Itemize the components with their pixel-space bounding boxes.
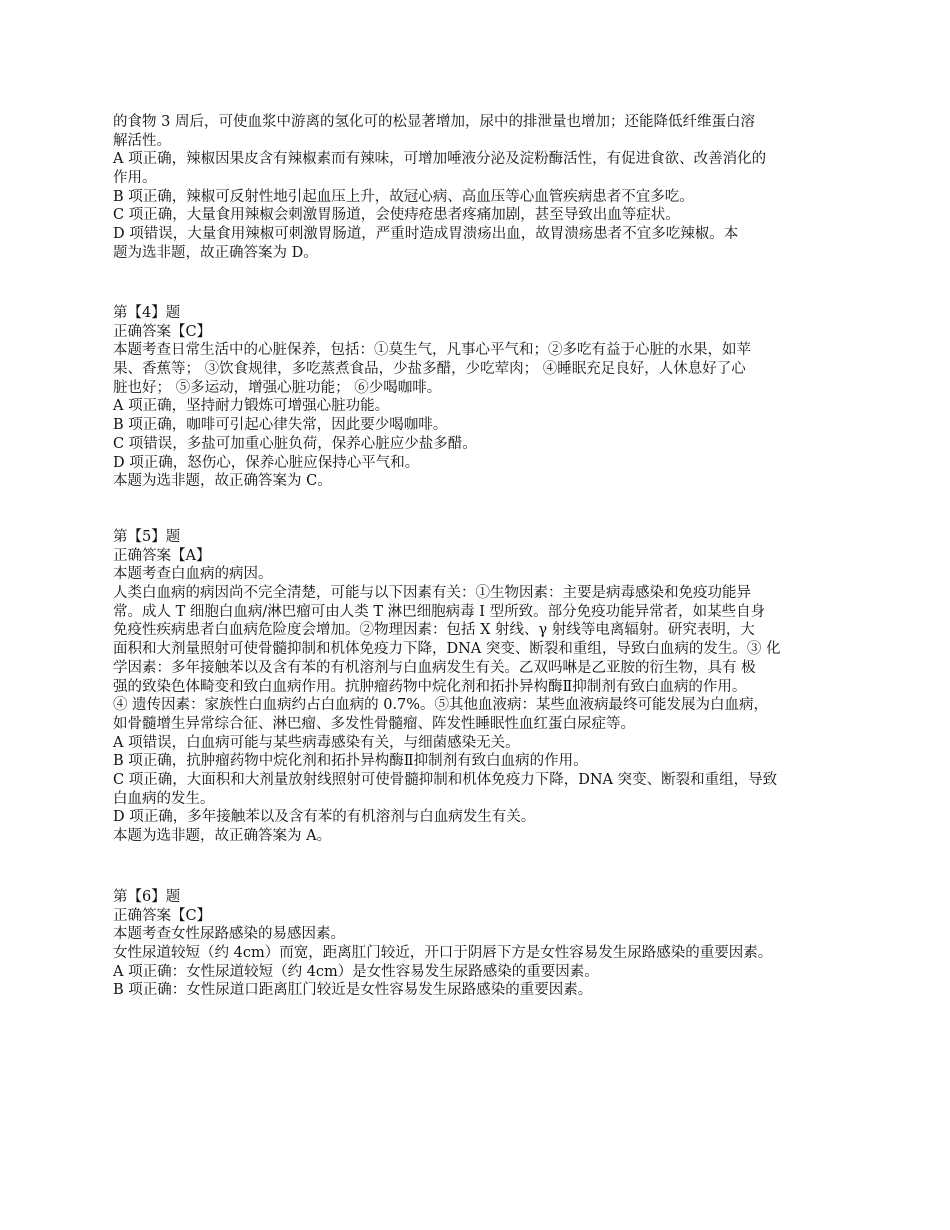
text-line: A 项正确，坚持耐力锻炼可增强心脏功能。 bbox=[113, 398, 390, 415]
text-line: 作用。 bbox=[113, 170, 157, 187]
text-line: 脏也好； ⑤多运动，增强心脏功能； ⑥少喝咖啡。 bbox=[113, 379, 442, 396]
text-line: C 项错误，多盐可加重心脏负荷，保养心脏应少盐多醋。 bbox=[113, 435, 477, 452]
text-line: 的食物 3 周后，可使血浆中游离的氢化可的松显著增加，尿中的排泄量也增加；还能降低纤维蛋白溶 bbox=[113, 114, 755, 130]
text-line: D 项错误，大量食用辣椒可刺激胃肠道，严重时造成胃溃疡出血，故胃溃疡患者不宜多吃辣椒。本 bbox=[113, 226, 739, 243]
text-line: A 项正确，辣椒因果皮含有辣椒素而有辣味，可增加唾液分泌及淀粉酶活性，有促进食欲、改善消化的 bbox=[113, 151, 767, 168]
text-line: 第【6】题 bbox=[113, 889, 181, 905]
text-line: 本题为选非题，故正确答案为 A。 bbox=[113, 828, 332, 844]
text-line: 题为选非题，故正确答案为 D。 bbox=[113, 244, 318, 261]
text-line: 如骨髓增生异常综合征、淋巴瘤、多发性骨髓瘤、阵发性睡眠性血红蛋白尿症等。 bbox=[113, 715, 635, 732]
text-line: C 项正确，大面积和大剂量放射线照射可使骨髓抑制和机体免疫力下降，DNA 突变、断裂和重组，导致 bbox=[113, 771, 778, 788]
text-line: 第【5】题 bbox=[113, 529, 181, 545]
text-line: 本题考查日常生活中的心脏保养，包括：①莫生气，凡事心平气和；②多吃有益于心脏的水果，如苹 bbox=[113, 342, 751, 359]
text-line: 本题考查女性尿路感染的易感因素。 bbox=[113, 926, 345, 943]
text-line: C 项正确，大量食用辣椒会刺激胃肠道，会使痔疮患者疼痛加剧，甚至导致出血等症状。 bbox=[113, 207, 680, 224]
text-line: 正确答案【C】 bbox=[113, 907, 212, 924]
text-line: B 项正确，咖啡可引起心律失常，因此要少喝咖啡。 bbox=[113, 417, 448, 434]
text-line: 强的致染色体畸变和致白血病作用。抗肿瘤药物中烷化剂和拓扑异构酶Ⅱ抑制剂有致白血病的作用。 bbox=[113, 678, 747, 695]
text-line: 本题为选非题，故正确答案为 C。 bbox=[113, 473, 332, 490]
text-line: B 项正确，辣椒可反射性地引起血压上升，故冠心病、高血压等心血管疾病患者不宜多吃。 bbox=[113, 188, 694, 205]
text-line: 学因素：多年接触苯以及含有苯的有机溶剂与白血病发生有关。乙双吗啉是乙亚胺的衍生物，具有 极 bbox=[113, 659, 756, 676]
text-line: A 项错误，白血病可能与某些病毒感染有关，与细菌感染无关。 bbox=[113, 734, 520, 751]
text-line: 免疫性疾病患者白血病危险度会增加。②物理因素：包括 X 射线、γ 射线等电离辐射。研究表明，大 bbox=[113, 622, 755, 639]
text-line: 解活性。 bbox=[113, 132, 171, 149]
section-q6 bbox=[113, 888, 853, 1000]
text-line: 面积和大剂量照射可使骨髓抑制和机体免疫力下降，DNA 突变、断裂和重组，导致白血病的发生。③ 化 bbox=[113, 641, 781, 658]
text-line: 第【4】题 bbox=[113, 305, 181, 321]
text-line: B 项正确：女性尿道口距离肛门较近是女性容易发生尿路感染的重要因素。 bbox=[113, 982, 593, 999]
text-line: D 项正确，多年接触苯以及含有苯的有机溶剂与白血病发生有关。 bbox=[113, 809, 536, 826]
text-line: 常。成人 T 细胞白血病/淋巴瘤可由人类 T 淋巴细胞病毒 I 型所致。部分免疫功能异常者，如某些自身 bbox=[113, 603, 766, 620]
text-line: 正确答案【C】 bbox=[113, 323, 212, 340]
text-line: 正确答案【A】 bbox=[113, 547, 211, 564]
text-line: 女性尿道较短（约 4cm）而宽，距离肛门较近，开口于阴唇下方是女性容易发生尿路感染的重要因素。 bbox=[113, 945, 773, 962]
text-line: A 项正确：女性尿道较短（约 4cm）是女性容易发生尿路感染的重要因素。 bbox=[113, 963, 599, 980]
text-line: 本题考查白血病的病因。 bbox=[113, 566, 273, 583]
text-line: D 项正确，怒伤心，保养心脏应保持心平气和。 bbox=[113, 454, 420, 471]
text-line: 人类白血病的病因尚不完全清楚，可能与以下因素有关：①生物因素：主要是病毒感染和免疫功能异 bbox=[113, 585, 751, 602]
text-line: B 项正确，抗肿瘤药物中烷化剂和拓扑异构酶Ⅱ抑制剂有致白血病的作用。 bbox=[113, 753, 588, 770]
section-q4 bbox=[113, 304, 853, 491]
text-line: ④ 遗传因素：家族性白血病约占白血病的 0.7%。⑤其他血液病：某些血液病最终可能发展为白血病， bbox=[113, 697, 769, 714]
text-line: 果、香蕉等； ③饮食规律，多吃蒸煮食品，少盐多醋，少吃荤肉； ④睡眠充足良好，人休息好了心 bbox=[113, 361, 746, 378]
section-q3-explanation bbox=[113, 113, 853, 263]
section-q5 bbox=[113, 528, 853, 846]
text-line: 白血病的发生。 bbox=[113, 790, 215, 807]
